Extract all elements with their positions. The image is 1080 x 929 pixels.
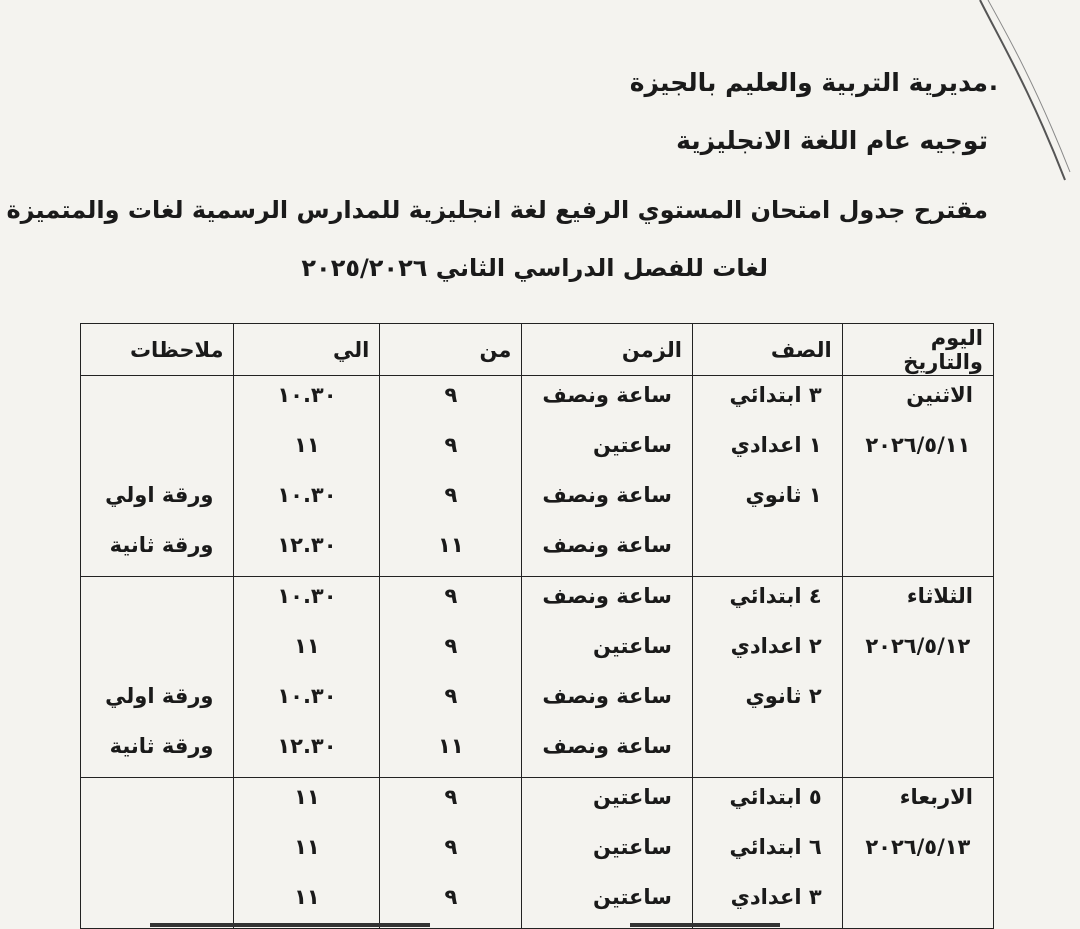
to-time: ١١ (294, 835, 320, 859)
day-date-cell (842, 577, 993, 778)
grade-label: ٣ اعدادي (730, 885, 822, 909)
notes-cell (81, 376, 234, 577)
note-text: ورقة ثانية (109, 734, 214, 758)
day-date-cell (842, 376, 993, 577)
column-header-grade: الصف (692, 324, 842, 376)
note-text (91, 376, 223, 426)
duration-cell (522, 577, 693, 778)
to-time: ١٢.٣٠ (277, 533, 337, 557)
exam-date: ٢٠٢٦/٥/١٣ (865, 835, 971, 859)
table-row-wednesday (81, 778, 994, 929)
note-text: ورقة اولي (105, 483, 214, 507)
grade-cell (692, 376, 842, 577)
grade-label: ٢ ثانوي (745, 684, 822, 708)
exam-date: ٢٠٢٦/٥/١١ (865, 433, 971, 457)
duration-value: ساعة ونصف (542, 684, 672, 708)
duration-value: ساعة ونصف (542, 483, 672, 507)
table-row-monday (81, 376, 994, 577)
note-text (91, 627, 223, 677)
column-header-duration: الزمن (522, 324, 693, 376)
table-row-tuesday (81, 577, 994, 778)
from-time: ١١ (438, 734, 464, 758)
to-cell (234, 376, 380, 577)
note-text: ورقة اولي (105, 684, 214, 708)
note-text: ورقة ثانية (109, 533, 214, 557)
to-time: ١١ (294, 433, 320, 457)
day-date-cell (842, 778, 993, 929)
from-time: ٩ (444, 433, 458, 457)
to-time: ١٠.٣٠ (277, 684, 337, 708)
from-cell (380, 778, 522, 929)
to-time: ١٠.٣٠ (277, 584, 337, 608)
to-time: ١١ (294, 634, 320, 658)
table-header-row (81, 324, 994, 376)
to-time: ١١ (294, 885, 320, 909)
from-time: ١١ (438, 533, 464, 557)
exam-date: ٢٠٢٦/٥/١٢ (865, 634, 971, 658)
document-title-line-1: مقترح جدول امتحان المستوي الرفيع لغة انجليزية للمدارس الرسمية لغات والمتميزة (6, 196, 988, 224)
from-time: ٩ (444, 483, 458, 507)
exam-schedule-table (80, 323, 994, 929)
to-time: ١٠.٣٠ (277, 483, 337, 507)
column-header-to: الي (234, 324, 380, 376)
duration-value: ساعتين (592, 433, 672, 457)
duration-value: ساعتين (592, 634, 672, 658)
to-time: ١١ (294, 785, 320, 809)
to-time: ١٢.٣٠ (277, 734, 337, 758)
notes-cell (81, 577, 234, 778)
day-name: الاثنين (906, 383, 973, 407)
from-time: ٩ (444, 634, 458, 658)
department-heading: توجيه عام اللغة الانجليزية (676, 126, 988, 155)
directorate-heading: مديرية التربية والعليم بالجيزة (629, 68, 988, 97)
column-header-from: من (380, 324, 522, 376)
note-text (91, 778, 223, 828)
duration-value: ساعة ونصف (542, 734, 672, 758)
duration-value: ساعة ونصف (542, 533, 672, 557)
grade-label: ٦ ابتدائي (729, 835, 822, 859)
duration-value: ساعتين (592, 885, 672, 909)
from-time: ٩ (444, 785, 458, 809)
to-cell (234, 577, 380, 778)
day-name: الاربعاء (899, 785, 973, 809)
duration-value: ساعة ونصف (542, 383, 672, 407)
day-name: الثلاثاء (906, 584, 973, 608)
grade-label: ١ ثانوي (745, 483, 822, 507)
duration-value: ساعتين (592, 785, 672, 809)
grade-label: ١ اعدادي (730, 433, 822, 457)
grade-cell (692, 778, 842, 929)
duration-value: ساعة ونصف (542, 584, 672, 608)
note-text (91, 426, 223, 476)
from-time: ٩ (444, 885, 458, 909)
cut-off-footer-text (110, 914, 980, 928)
column-header-notes: ملاحظات (81, 324, 234, 376)
from-time: ٩ (444, 835, 458, 859)
bullet-dot: . (988, 68, 998, 96)
note-text (91, 577, 223, 627)
notes-cell (81, 778, 234, 929)
from-cell (380, 577, 522, 778)
grade-label: ٤ ابتدائي (729, 584, 822, 608)
document-title-line-2: لغات للفصل الدراسي الثاني ٢٠٢٥/٢٠٢٦ (301, 254, 768, 282)
note-text (91, 828, 223, 878)
duration-value: ساعتين (592, 835, 672, 859)
duration-cell (522, 376, 693, 577)
grade-cell (692, 577, 842, 778)
from-time: ٩ (444, 584, 458, 608)
from-cell (380, 376, 522, 577)
duration-cell (522, 778, 693, 929)
from-time: ٩ (444, 383, 458, 407)
from-time: ٩ (444, 684, 458, 708)
to-time: ١٠.٣٠ (277, 383, 337, 407)
column-header-day-date: اليوم والتاريخ (842, 324, 993, 376)
grade-label: ٢ اعدادي (730, 634, 822, 658)
grade-label: ٥ ابتدائي (729, 785, 822, 809)
to-cell (234, 778, 380, 929)
grade-label: ٣ ابتدائي (729, 383, 822, 407)
